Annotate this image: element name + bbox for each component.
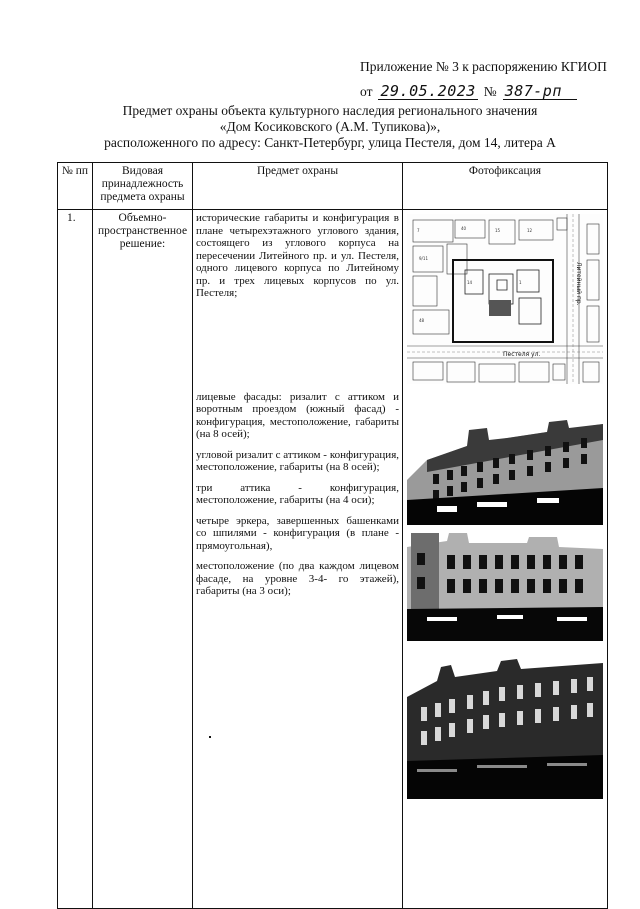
svg-text:14: 14 — [467, 280, 473, 285]
table-row — [58, 210, 608, 909]
map-street-label: Пестеля ул. — [503, 351, 541, 358]
svg-text:9/11: 9/11 — [419, 256, 428, 261]
facade-photo — [407, 533, 603, 641]
subject-paragraph: исторические габариты и конфигурация в плане четырехэтажного углового здания, состоящего из углового корпуса на пересечении Литейного пр. и ул. Пестеля, одного лицевого корпуса по Литейному пр. и трех лицевых корпусов по ул. Пестеля; — [196, 212, 399, 299]
protection-subject-table — [57, 162, 608, 909]
header-num: № пп — [58, 163, 93, 210]
svg-text:40: 40 — [461, 226, 467, 231]
subject-paragraph: местоположение (по два каждом лицевом фасаде, на уровне 3-4- го этажей), габариты (на 3 оси); — [196, 560, 399, 597]
subject-paragraph: три аттика - конфигурация, местоположение, габариты (на 4 оси); — [196, 481, 399, 506]
header-kind: Видовая принадлежность предмета охраны — [93, 163, 193, 210]
svg-text:48: 48 — [419, 318, 425, 323]
svg-text:12: 12 — [527, 228, 533, 233]
map-prospect-label: Литейный пр. — [575, 262, 582, 306]
title-line-1: Предмет охраны объекта культурного наследия регионального значения — [122, 103, 538, 118]
svg-text:15: 15 — [495, 228, 501, 233]
row-subject — [193, 210, 403, 909]
scan-speck — [209, 736, 211, 738]
header-subject: Предмет охраны — [193, 163, 403, 210]
table-header-row — [58, 163, 608, 210]
order-number: 387-рп — [503, 84, 577, 100]
row-number: 1. — [58, 210, 93, 909]
svg-text:7: 7 — [417, 228, 420, 233]
subject-paragraph: угловой ризалит с аттиком - конфигурация, местоположение, габариты (на 8 осей); — [196, 448, 399, 473]
title-line-3: расположенного по адресу: Санкт-Петербург, улица Пестеля, дом 14, литера А — [104, 135, 556, 150]
site-plan-map — [407, 214, 603, 384]
appendix-header — [360, 60, 610, 100]
number-label: № — [483, 83, 497, 99]
row-kind: Объемно-пространственное решение: — [93, 210, 193, 909]
row-photos — [403, 210, 608, 909]
order-date-number — [360, 81, 610, 100]
subject-paragraph: четыре эркера, завершенных башенками со шпилями - конфигурация (в плане - прямоугольная), — [196, 514, 399, 552]
header-photo: Фотофиксация — [403, 163, 608, 210]
title-line-2: «Дом Косиковского (А.М. Тупикова)», — [219, 119, 441, 134]
facade-photo — [407, 657, 603, 799]
facade-photo — [407, 420, 603, 525]
appendix-line: Приложение № 3 к распоряжению КГИОП — [360, 59, 607, 74]
from-label: от — [360, 83, 373, 99]
document-title — [60, 103, 600, 151]
subject-paragraph: лицевые фасады: ризалит с аттиком и воротным проездом (южный фасад) - конфигурация, местоположение, габариты (на 8 осей); — [196, 390, 399, 440]
svg-text:1: 1 — [519, 280, 522, 285]
order-date: 29.05.2023 — [380, 81, 476, 100]
